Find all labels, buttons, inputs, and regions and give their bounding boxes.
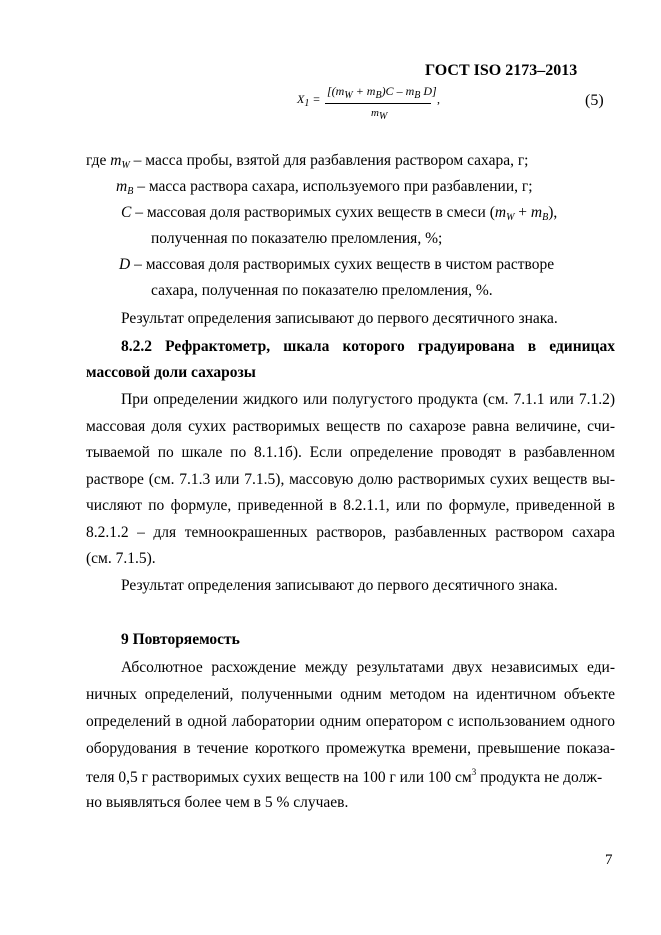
para-822-line: При определении жидкого или полугустого продукта (см. 7.1.1 или 7.1.2) — [121, 391, 615, 408]
definition-mb: $m_B$ – масса раствора сахара, используемого при разбавлении, г; — [116, 178, 533, 197]
result-statement-1: Результат определения записывают до первого десятичного знака. — [121, 310, 558, 327]
para-822-line: растворе (см. 7.1.3 или 7.1.5), массовую долю растворимых сухих веществ вы- — [86, 471, 615, 488]
section-822-heading-cont: массовой доли сахарозы — [86, 364, 256, 381]
definition-d: D – массовая доля растворимых сухих веществ в чистом растворе — [119, 256, 555, 273]
formula-denominator: $m_W$ — [371, 107, 388, 122]
para-822-line: тываемой по шкале по 8.1.1б). Если определение проводят в разбавленном — [86, 444, 615, 461]
para-9-line: ничных определений, полученными одним методом на идентичном объекте — [86, 686, 615, 703]
definition-c-cont: полученная по показателю преломления, %; — [151, 230, 443, 247]
para-822-line: (см. 7.1.5). — [86, 550, 156, 567]
formula-numerator: [$(m_W + m_B)C - m_B$ D] — [327, 84, 437, 101]
definition-d-cont: сахара, полученная по показателю преломления, %. — [151, 282, 493, 299]
definition-mw: где $m_W$ – масса пробы, взятой для разбавления раствором сахара, г; — [86, 152, 529, 171]
para-9-line: оборудования в течение короткого промежутка времени, превышение показа- — [86, 740, 615, 757]
para-822-line: 8.2.1.2 – для темноокрашенных растворов, разбавленных раствором сахара — [86, 524, 615, 541]
page-number: 7 — [605, 852, 613, 868]
formula-fraction-bar — [325, 103, 431, 104]
para-9-line: Абсолютное расхождение между результатами двух независимых еди- — [121, 659, 615, 676]
para-822-line: числяют по формуле, приведенной в 8.2.1.1, или по формуле, приведенной в — [86, 497, 615, 514]
formula-lhs: $X_1$ = — [297, 92, 321, 109]
para-9-line: но выявляться более чем в 5 % случаев. — [86, 794, 349, 811]
result-statement-2: Результат определения записывают до первого десятичного знака. — [121, 577, 558, 594]
formula-comma: , — [437, 92, 440, 106]
para-822-line: массовая доля сухих растворимых веществ по сахарозе равна величине, счи- — [86, 418, 615, 435]
definition-c: C – массовая доля растворимых сухих веществ в смеси $(m_W + m_B)$, — [121, 204, 558, 223]
para-9-line: теля 0,5 г растворимых сухих веществ на 100 г или 100 $см^3$ продукта не долж- — [86, 767, 603, 786]
section-9-heading: 9 Повторяемость — [121, 631, 240, 648]
section-822-heading: 8.2.2 Рефрактометр, шкала которого градуирована в единицах — [121, 338, 615, 355]
formula-number: (5) — [585, 92, 604, 109]
document-header: ГОСТ ISO 2173–2013 — [425, 62, 578, 79]
para-9-line: определений в одной лаборатории одним оператором с использованием одного — [86, 713, 615, 730]
